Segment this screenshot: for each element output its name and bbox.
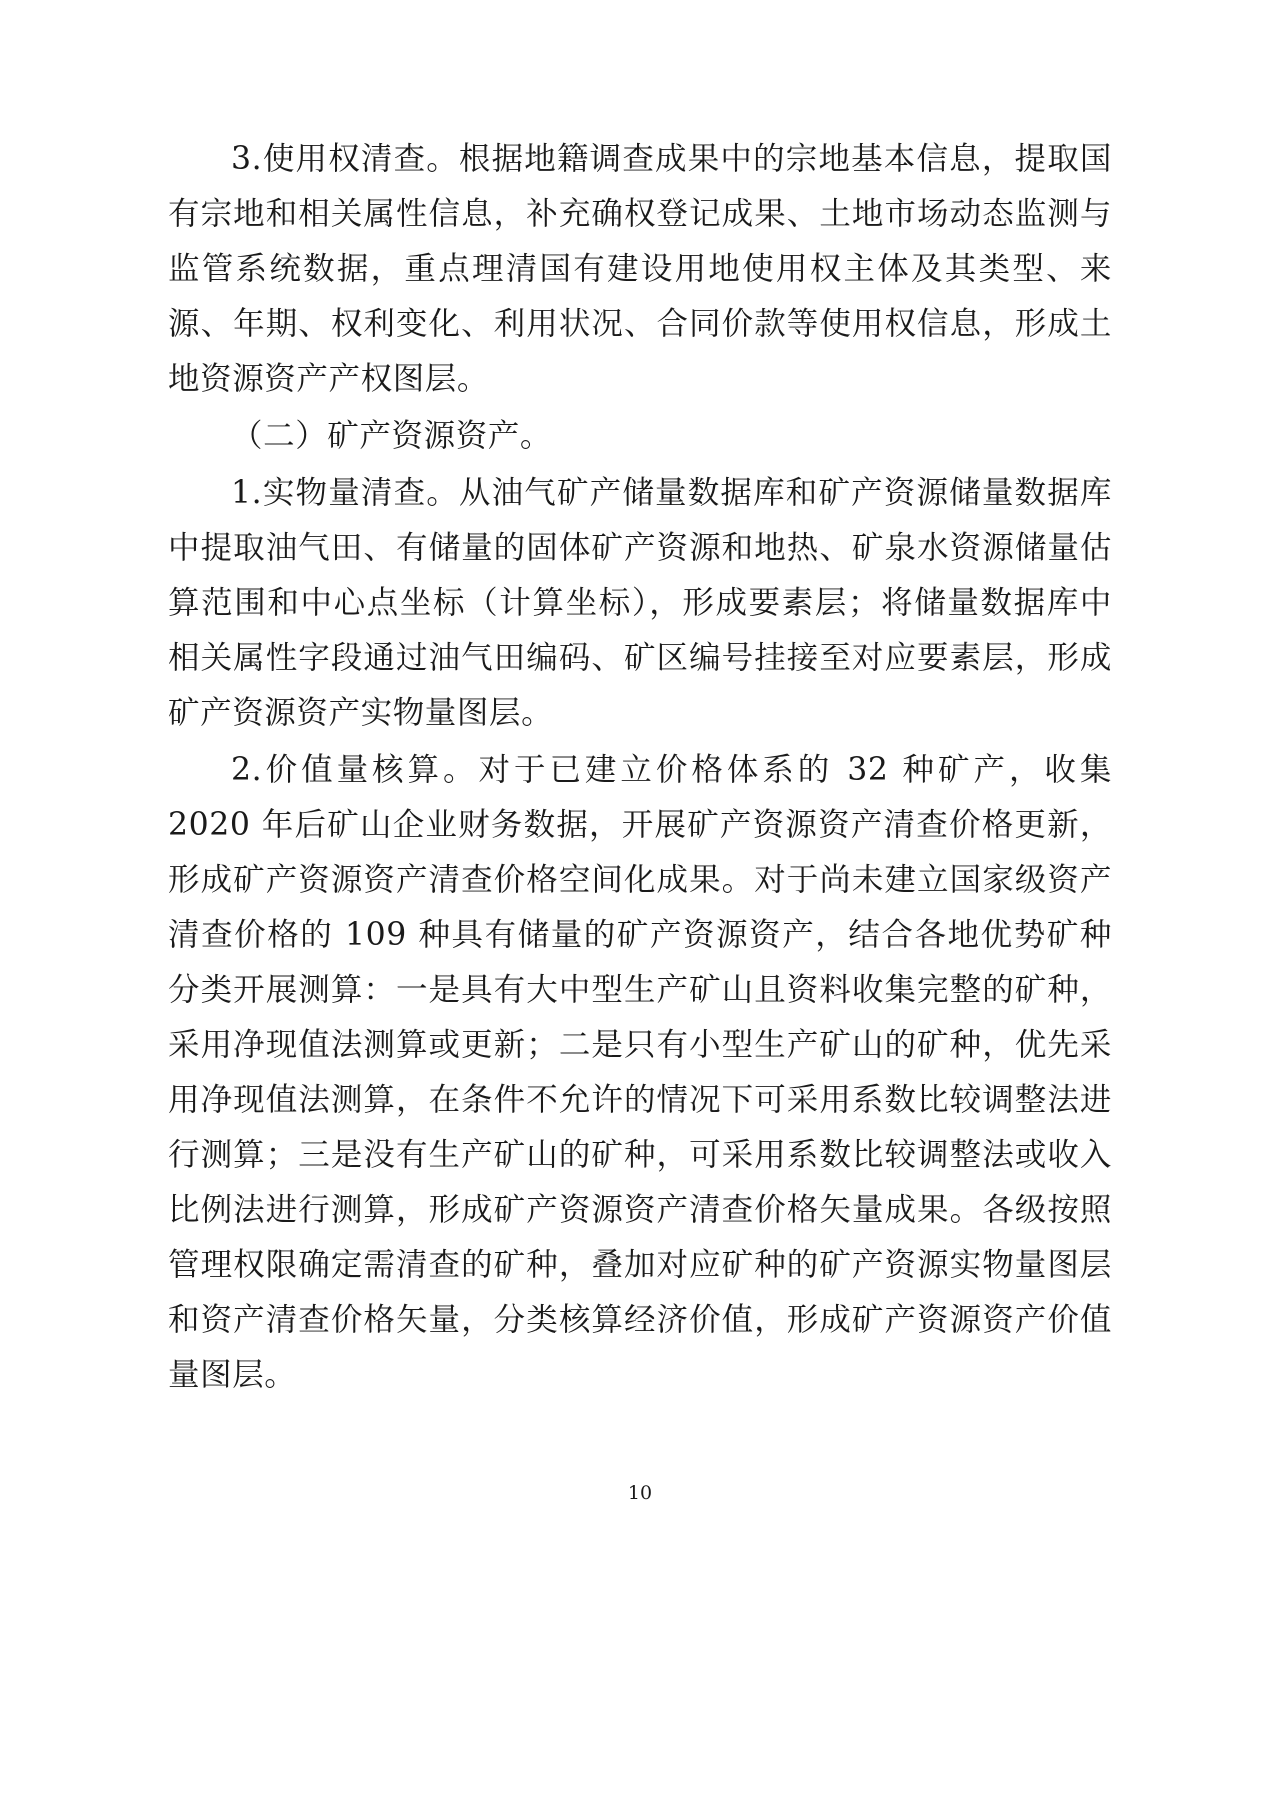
paragraph-physical-quantity-survey: 1.实物量清查。从油气矿产储量数据库和矿产资源储量数据库中提取油气田、有储量的固体矿产资源和地热、矿泉水资源储量估算范围和中心点坐标（计算坐标），形成要素层；将储量数据库中相关属性字段通过油气田编码、矿区编号挂接至对应要素层，形成矿产资源资产实物量图层。 bbox=[168, 475, 1112, 731]
paragraph-value-accounting: 2.价值量核算。对于已建立价格体系的 32 种矿产，收集 2020 年后矿山企业财务数据，开展矿产资源资产清查价格更新，形成矿产资源资产清查价格空间化成果。对于尚未建立国家级资产清查价格的 109 种具有储量的矿产资源资产，结合各地优势矿种分类开展测算：一是具有大中型生产矿山且资料收集完整的矿种，采用净现值法测算或更新；二是只有小型生产矿山的矿种，优先采用净现值法测算，在条件不允许的情况下可采用系数比较调整法进行测算；三是没有生产矿山的矿种，可采用系数比较调整法或收入比例法进行测算，形成矿产资源资产清查价格矢量成果。各级按照管理权限确定需清查的矿种，叠加对应矿种的矿产资源实物量图层和资产清查价格矢量，分类核算经济价值，形成矿产资源资产价值量图层。 bbox=[168, 752, 1112, 1393]
page-body bbox=[168, 132, 1112, 1403]
paragraph-section-heading-mineral-assets: （二）矿产资源资产。 bbox=[231, 418, 553, 454]
paragraph-use-right-survey: 3.使用权清查。根据地籍调查成果中的宗地基本信息，提取国有宗地和相关属性信息，补充确权登记成果、土地市场动态监测与监管系统数据，重点理清国有建设用地使用权主体及其类型、来源、年期、权利变化、利用状况、合同价款等使用权信息，形成土地资源资产产权图层。 bbox=[168, 141, 1112, 397]
page-number: 10 bbox=[627, 1482, 653, 1504]
